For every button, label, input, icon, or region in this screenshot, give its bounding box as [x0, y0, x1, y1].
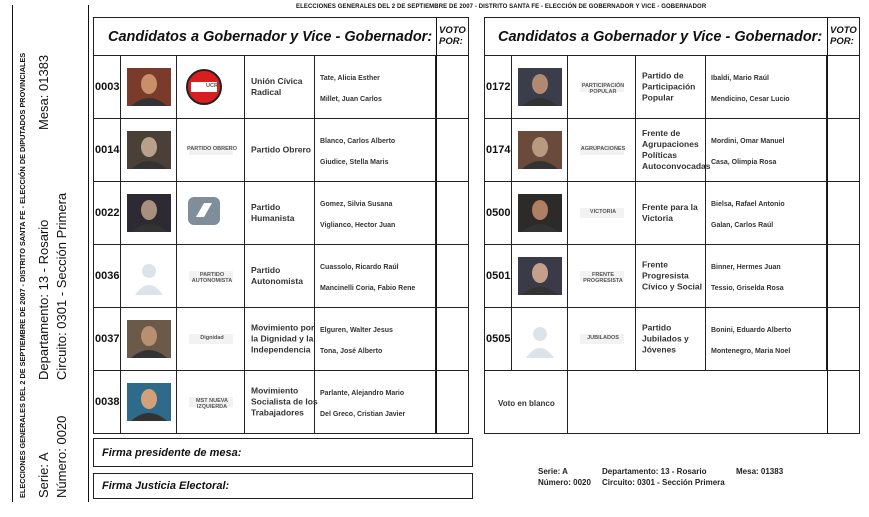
strip-serie: Serie: A — [36, 452, 51, 498]
party-name: Partido de Participación Popular — [642, 70, 696, 103]
signature-president-label: Firma presidente de mesa: — [102, 446, 242, 459]
signature-president[interactable] — [93, 438, 473, 467]
photo-cell — [512, 308, 568, 370]
governor-name: Mordini, Omar Manuel — [711, 138, 785, 145]
candidate-row — [484, 118, 860, 181]
blank-vote-row[interactable] — [484, 370, 860, 434]
candidates-cell — [315, 119, 436, 181]
party-name-cell — [245, 182, 315, 244]
list-number-cell — [484, 56, 512, 118]
governor-name: Bielsa, Rafael Antonio — [711, 201, 785, 208]
vice-governor-name: Casa, Olimpia Rosa — [711, 159, 777, 166]
list-number: 0014 — [95, 144, 120, 156]
candidates-cell — [706, 56, 827, 118]
party-logo-text: PARTICIPACIÓN POPULAR — [581, 83, 625, 95]
list-number: 0038 — [95, 396, 120, 408]
photo-cell — [121, 308, 177, 370]
party-logo-text: AGRUPACIONES — [580, 146, 626, 152]
logo-cell — [177, 56, 245, 118]
governor-name: Parlante, Alejandro Mario — [320, 390, 405, 397]
candidate-row — [93, 244, 469, 307]
party-name: Unión Cívica Radical — [251, 76, 303, 97]
party-name: Frente de Agrupaciones Políticas Autoconvocadas — [642, 128, 711, 171]
candidate-photo — [127, 194, 171, 232]
party-name: Partido Jubilados y Jóvenes — [642, 322, 689, 355]
party-name-cell — [636, 119, 711, 181]
candidates-cell — [315, 371, 436, 433]
strip-border-right — [88, 5, 89, 502]
photo-cell — [121, 371, 177, 433]
top-caption: ELECCIONES GENERALES DEL 2 DE SEPTIEMBRE DE 2007 - DISTRITO SANTA FE - ELECCIÓN DE GOBERNADOR Y VICE - GOBERNADOR — [296, 4, 707, 10]
list-number-cell — [484, 119, 512, 181]
candidate-row — [93, 181, 469, 244]
logo-cell — [177, 182, 245, 244]
party-logo-text: JUBILADOS — [587, 335, 619, 341]
photo-cell — [512, 245, 568, 307]
candidate-photo — [518, 320, 562, 358]
party-name-cell — [245, 308, 315, 370]
candidate-photo — [518, 131, 562, 169]
photo-cell — [512, 119, 568, 181]
party-logo-text: VICTORIA — [589, 209, 617, 215]
vote-box[interactable] — [436, 56, 469, 118]
logo-cell — [568, 119, 636, 181]
list-number-cell — [484, 182, 512, 244]
vote-box[interactable] — [827, 245, 860, 307]
candidate-row — [484, 55, 860, 118]
party-name: Movimiento por la Dignidad y la Independencia — [251, 322, 315, 355]
governor-name: Cuassolo, Ricardo Raúl — [320, 264, 399, 271]
candidate-photo — [518, 194, 562, 232]
governor-name: Blanco, Carlos Alberto — [320, 138, 396, 145]
party-logo — [185, 194, 237, 232]
list-number: 0505 — [486, 333, 511, 345]
vote-box[interactable] — [827, 308, 860, 370]
signature-justice[interactable] — [93, 473, 473, 499]
candidates-cell — [315, 182, 436, 244]
logo-cell — [177, 308, 245, 370]
list-number-cell — [93, 308, 121, 370]
footer-numero: Número: 0020 — [538, 478, 591, 487]
governor-name: Gomez, Silvia Susana — [320, 201, 393, 208]
por-text: POR: — [830, 36, 854, 47]
candidate-row — [484, 181, 860, 244]
logo-cell — [568, 182, 636, 244]
candidate-photo — [127, 257, 171, 295]
party-name-cell — [636, 245, 706, 307]
candidate-photo — [127, 320, 171, 358]
candidate-row — [93, 118, 469, 181]
vice-governor-name: Del Greco, Cristian Javier — [320, 411, 406, 418]
vote-box[interactable] — [436, 119, 469, 181]
candidates-cell — [706, 182, 827, 244]
list-number: 0500 — [486, 207, 511, 219]
vice-governor-name: Giudice, Stella Maris — [320, 159, 389, 166]
party-name: Partido Obrero — [251, 144, 311, 155]
vice-governor-name: Viglianco, Hector Juan — [320, 222, 396, 229]
vice-governor-name: Galan, Carlos Raúl — [711, 222, 774, 229]
candidates-cell — [706, 119, 827, 181]
footer-serie: Serie: A — [538, 467, 568, 476]
vice-governor-name: Tessio, Griselda Rosa — [711, 285, 784, 292]
logo-cell — [177, 371, 245, 433]
photo-cell — [121, 182, 177, 244]
voto-text: VOTO — [830, 25, 857, 36]
vice-governor-name: Tona, José Alberto — [320, 348, 383, 355]
governor-name: Tate, Alicia Esther — [320, 75, 380, 82]
list-number-cell — [93, 182, 121, 244]
candidate-photo — [518, 68, 562, 106]
list-number-cell — [93, 245, 121, 307]
candidate-photo — [127, 68, 171, 106]
party-name: Partido Humanista — [251, 202, 295, 223]
list-number: 0174 — [486, 144, 511, 156]
candidate-photo — [127, 383, 171, 421]
party-name-cell — [636, 56, 706, 118]
vote-box[interactable] — [436, 371, 469, 433]
left-header-title: Candidatos a Gobernador y Vice - Gobernador: — [108, 29, 433, 45]
party-logo-text: PARTIDO OBRERO — [186, 146, 237, 152]
party-name: Frente Progresista Cívico y Social — [642, 259, 702, 292]
governor-name: Bonini, Eduardo Alberto — [711, 327, 792, 334]
signature-justice-label: Firma Justicia Electoral: — [102, 480, 230, 492]
list-number-cell — [93, 371, 121, 433]
por-text: POR: — [439, 36, 463, 47]
party-name-cell — [245, 245, 315, 307]
party-name: Partido Autonomista — [251, 265, 303, 286]
candidates-cell — [315, 56, 436, 118]
party-name: Frente para la Victoria — [642, 202, 698, 223]
governor-name: Elguren, Walter Jesus — [320, 327, 393, 334]
list-number: 0037 — [95, 333, 120, 345]
governor-name: Binner, Hermes Juan — [711, 264, 781, 271]
candidate-row — [93, 55, 469, 118]
list-number: 0003 — [95, 81, 120, 93]
vice-governor-name: Millet, Juan Carlos — [320, 96, 382, 103]
photo-cell — [121, 56, 177, 118]
party-logo-text: Dignidad — [200, 335, 224, 341]
strip-circuito: Circuito: 0301 - Sección Primera — [54, 192, 69, 380]
vice-governor-name: Mancinelli Coria, Fabio Rene — [320, 285, 416, 292]
party-name-cell — [245, 56, 315, 118]
list-number: 0022 — [95, 207, 120, 219]
candidate-photo — [127, 131, 171, 169]
list-number-cell — [93, 119, 121, 181]
voto-text: VOTO — [439, 25, 466, 36]
strip-elections-caption: ELECCIONES GENERALES DEL 2 DE SEPTIEMBRE DE 2007 - DISTRITO SANTA FE - ELECCIÓN DE DIPUTADOS PROVINCIALES — [18, 52, 27, 498]
party-logo-text: MST NUEVA IZQUIERDA — [196, 398, 228, 410]
strip-numero: Número: 0020 — [54, 415, 69, 498]
vote-box[interactable] — [827, 56, 860, 118]
list-number: 0172 — [486, 81, 511, 93]
logo-cell — [177, 245, 245, 307]
candidate-row — [93, 307, 469, 370]
strip-border-left — [12, 5, 13, 502]
vote-box[interactable] — [436, 245, 469, 307]
blank-vote-label-cell — [484, 371, 568, 434]
blank-vote-label: Voto en blanco — [498, 399, 555, 408]
candidate-row — [93, 370, 469, 433]
governor-name: Ibaldi, Mario Raúl — [711, 75, 769, 82]
list-number-cell — [484, 308, 512, 370]
vice-governor-name: Mendicino, Cesar Lucio — [711, 96, 790, 103]
logo-cell — [177, 119, 245, 181]
party-logo-text: PARTIDO AUTONOMISTA — [191, 272, 233, 284]
right-voto-label — [830, 25, 857, 47]
photo-cell — [512, 56, 568, 118]
party-name-cell — [245, 119, 315, 181]
party-logo-text: UCR — [206, 83, 218, 89]
vote-box[interactable] — [827, 119, 860, 181]
candidate-row — [484, 307, 860, 370]
logo-cell — [568, 245, 636, 307]
footer-circuito: Circuito: 0301 - Sección Primera — [602, 478, 725, 487]
candidates-cell — [706, 308, 827, 370]
strip-mesa: Mesa: 01383 — [36, 54, 51, 130]
candidates-cell — [315, 308, 436, 370]
photo-cell — [121, 119, 177, 181]
candidate-photo — [518, 257, 562, 295]
list-number-cell — [484, 245, 512, 307]
vote-box[interactable] — [436, 182, 469, 244]
candidates-cell — [706, 245, 827, 307]
logo-cell — [568, 308, 636, 370]
vote-box[interactable] — [436, 308, 469, 370]
left-voto-label — [439, 25, 466, 47]
footer-mesa: Mesa: 01383 — [736, 467, 784, 476]
strip-departamento: Departamento: 13 - Rosario — [36, 219, 51, 380]
vote-box[interactable] — [827, 182, 860, 244]
candidates-cell — [315, 245, 436, 307]
photo-cell — [512, 182, 568, 244]
right-header-title: Candidatos a Gobernador y Vice - Gobernador: — [498, 29, 823, 45]
vice-governor-name: Montenegro, Maria Noel — [711, 348, 791, 355]
footer-departamento: Departamento: 13 - Rosario — [602, 467, 707, 476]
party-name-cell — [636, 308, 706, 370]
candidate-row — [484, 244, 860, 307]
list-number: 0501 — [486, 270, 511, 282]
party-name-cell — [636, 182, 706, 244]
party-name-cell — [245, 371, 318, 433]
party-name: Movimiento Socialista de los Trabajadores — [251, 385, 318, 418]
photo-cell — [121, 245, 177, 307]
logo-cell — [568, 56, 636, 118]
party-logo-text: FRENTE PROGRESISTA — [583, 272, 623, 284]
list-number: 0036 — [95, 270, 120, 282]
list-number-cell — [93, 56, 121, 118]
